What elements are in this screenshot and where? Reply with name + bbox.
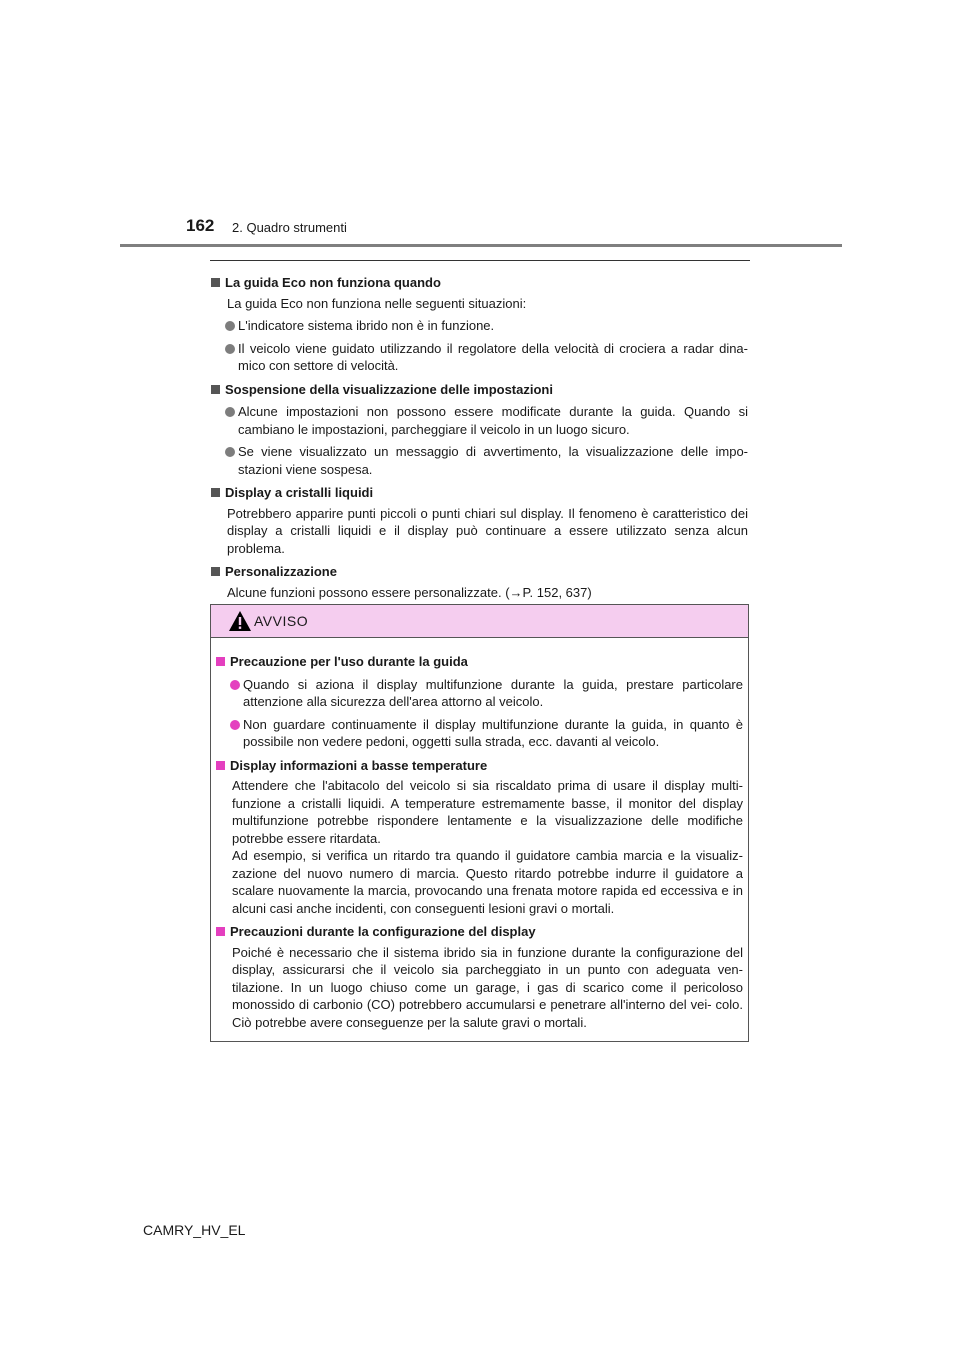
round-bullet-icon	[230, 680, 240, 690]
square-bullet-icon	[211, 567, 220, 576]
section-settings-suspension	[211, 381, 748, 479]
round-bullet-icon	[225, 321, 235, 331]
section-rule	[210, 260, 750, 261]
list-item: Quando si aziona il display multifunzione durante la guida, prestare particolare attenzione alla sicurezza dell'area attorno al veicolo.	[216, 676, 743, 711]
warning-text: Poiché è necessario che il sistema ibrido sia in funzione durante la configurazione del display, assicurarsi che il veicolo sia parcheggiato in un punto con adeguata ven- tilazione. In un luogo chiuso come un garage, i gas di scarico come il pericoloso monossido di carbonio (CO) potrebbero accumularsi e penetrare all'interno del vei- colo. Ciò potrebbe avere conseguenze per la salute gravi o mortali.	[232, 944, 743, 1030]
square-bullet-icon	[216, 657, 225, 666]
round-bullet-icon	[225, 344, 235, 354]
warning-header	[211, 605, 748, 638]
header-rule	[120, 244, 842, 247]
section-lcd	[211, 484, 748, 557]
chapter-title: 2. Quadro strumenti	[232, 220, 347, 235]
warning-triangle-icon	[228, 610, 252, 632]
warning-box	[210, 604, 749, 1042]
list-item: Non guardare continuamente il display multifunzione durante la guida, in quanto è possibile non vedere pedoni, oggetti sulla strada, ecc. davanti al veicolo.	[216, 716, 743, 751]
section-eco-drive	[211, 274, 748, 375]
section-intro: La guida Eco non funziona nelle seguenti situazioni:	[227, 295, 527, 311]
warning-title: AVVISO	[254, 613, 309, 629]
round-bullet-icon	[225, 447, 235, 457]
square-bullet-icon	[211, 488, 220, 497]
page-number: 162	[186, 216, 215, 235]
list-item: Il veicolo viene guidato utilizzando il regolatore della velocità di crociera a radar dina- mico con settore di velocità.	[211, 340, 748, 375]
section-text: Alcune funzioni possono essere personalizzate. (→P. 152, 637)	[227, 584, 592, 600]
list-item: Alcune impostazioni non possono essere modificate durante la guida. Quando si cambiano le impostazioni, parcheggiare il veicolo in un luogo sicuro.	[211, 403, 748, 438]
section-heading: Display a cristalli liquidi	[211, 484, 748, 502]
warning-text: Ad esempio, si verifica un ritardo tra quando il guidatore cambia marcia e la visualiz- zazione del nuovo numero di marcia. Questo ritardo potrebbe indurre il guidatore a scalare nuovamente la marcia, provocando una frenata motore rapida ed eccessiva e in alcuni casi anche incidenti, con conseguenti lesioni gravi o mortali.	[232, 848, 743, 916]
square-bullet-icon	[211, 278, 220, 287]
warning-section-heading: Precauzioni durante la configurazione del display	[216, 923, 743, 941]
square-bullet-icon	[216, 927, 225, 936]
list-item: Se viene visualizzato un messaggio di avvertimento, la visualizzazione delle impo- stazioni viene sospesa.	[211, 443, 748, 478]
footer-code: CAMRY_HV_EL	[143, 1222, 246, 1238]
warning-body	[216, 647, 743, 1031]
section-customization	[211, 563, 748, 601]
main-content	[211, 268, 748, 601]
square-bullet-icon	[211, 385, 220, 394]
round-bullet-icon	[225, 407, 235, 417]
warning-section-heading: Precauzione per l'uso durante la guida	[216, 653, 743, 671]
round-bullet-icon	[230, 720, 240, 730]
square-bullet-icon	[216, 761, 225, 770]
section-heading: Personalizzazione	[211, 563, 748, 581]
section-text: Potrebbero apparire punti piccoli o punti chiari sul display. Il fenomeno è caratteristico dei display a cristalli liquidi e il display può continuare a essere utilizzato senza alcun problema.	[227, 505, 748, 556]
section-heading: Sospensione della visualizzazione delle impostazioni	[211, 381, 748, 399]
section-heading: La guida Eco non funziona quando	[211, 274, 748, 292]
list-item: L'indicatore sistema ibrido non è in funzione.	[211, 317, 748, 335]
warning-text: Attendere che l'abitacolo del veicolo si sia riscaldato prima di usare il display multi- funzione a cristalli liquidi. A temperature estremamente basse, il monitor del display multifunzione potrebbe rispondere lentamente e la visualizzazione delle modifiche potrebbe essere ritardata.	[232, 778, 743, 846]
warning-section-heading: Display informazioni a basse temperature	[216, 757, 743, 775]
